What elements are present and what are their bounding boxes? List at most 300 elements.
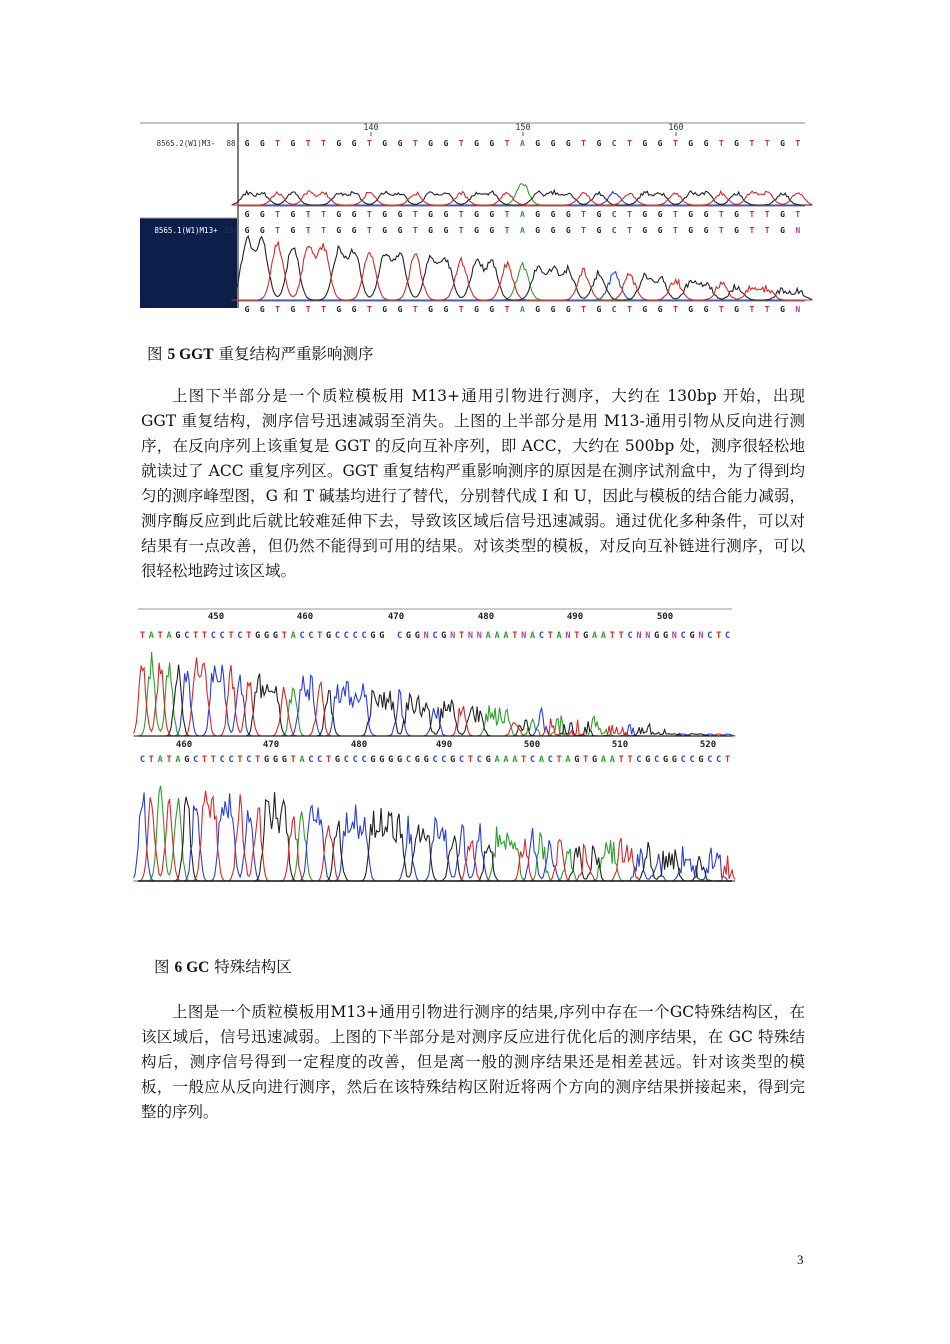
base-call: G — [336, 210, 342, 219]
base-call: N — [450, 631, 456, 641]
base-call: G — [535, 139, 541, 148]
base-call: G — [703, 305, 709, 314]
tick-label-450: 450 — [207, 612, 225, 622]
base-call: G — [290, 139, 296, 148]
base-call: T — [627, 139, 632, 148]
base-call: A — [512, 755, 518, 765]
page-number: 3 — [797, 1252, 804, 1267]
base-call: G — [596, 305, 602, 314]
base-call: G — [485, 755, 491, 765]
base-call: C — [334, 631, 341, 641]
base-call: T — [795, 139, 801, 148]
sample-label: 8565.1(W1)M13+ — [154, 226, 218, 235]
base-call: T — [718, 210, 724, 219]
base-call: C — [716, 755, 722, 765]
base-call: G — [689, 631, 695, 641]
base-call: T — [764, 139, 770, 148]
base-call: G — [780, 305, 785, 314]
base-call: G — [397, 305, 403, 314]
base-call: T — [618, 755, 624, 765]
base-call: C — [547, 755, 553, 765]
base-call: A — [609, 755, 615, 765]
base-call: T — [366, 226, 372, 235]
base-call: G — [550, 139, 556, 148]
base-call: T — [581, 226, 587, 235]
base-call: T — [412, 210, 418, 219]
base-call: T — [275, 226, 281, 235]
tick-label-510: 510 — [611, 740, 629, 750]
base-call: G — [290, 226, 296, 235]
base-call: T — [412, 226, 418, 235]
base-call: T — [366, 139, 372, 148]
base-call: T — [458, 226, 464, 235]
base-call: A — [538, 755, 544, 765]
base-call: G — [654, 631, 660, 641]
base-call: G — [397, 139, 403, 148]
base-call: G — [489, 210, 495, 219]
base-call: A — [600, 755, 607, 765]
tick-label-520: 520 — [699, 740, 717, 750]
lane-1-trace-a — [232, 184, 813, 206]
base-call: T — [275, 139, 281, 148]
figure-5-caption — [147, 342, 373, 364]
base-call: G — [450, 755, 456, 765]
base-call: A — [519, 305, 525, 314]
base-call: N — [636, 631, 642, 641]
base-call: G — [351, 210, 357, 219]
figure-5-chromatogram — [140, 118, 805, 314]
base-call: G — [428, 139, 434, 148]
base-call: G — [657, 305, 663, 314]
base-call: A — [494, 755, 500, 765]
base-call: N — [795, 305, 801, 314]
base-call: G — [780, 139, 785, 148]
base-call: T — [157, 631, 163, 641]
base-call: G — [290, 305, 296, 314]
base-call: C — [529, 755, 536, 765]
base-call: A — [565, 755, 571, 765]
base-call: G — [565, 226, 571, 235]
base-call: G — [734, 210, 740, 219]
base-call: T — [581, 305, 587, 314]
base-call: G — [703, 210, 709, 219]
base-call: C — [636, 755, 642, 765]
base-call: T — [467, 755, 474, 765]
caption-prefix: 图 — [147, 345, 163, 363]
base-call: G — [414, 631, 420, 641]
base-call: G — [489, 139, 495, 148]
base-call: G — [428, 226, 434, 235]
base-call: C — [299, 631, 305, 641]
base-call: A — [157, 755, 163, 765]
base-call: A — [290, 631, 296, 641]
tick-label-460: 460 — [296, 612, 314, 622]
base-call: G — [336, 226, 342, 235]
tick-label-490: 490 — [435, 740, 453, 750]
base-call: T — [458, 210, 464, 219]
base-call: G — [379, 631, 385, 641]
base-call: G — [382, 139, 388, 148]
base-call: T — [716, 631, 722, 641]
base-call: G — [382, 305, 388, 314]
base-call: C — [308, 755, 314, 765]
base-call: G — [574, 755, 580, 765]
base-call: G — [645, 755, 651, 765]
base-call: G — [596, 139, 602, 148]
base-call: G — [443, 226, 449, 235]
base-call: G — [657, 139, 663, 148]
base-call: G — [423, 755, 429, 765]
base-call: T — [749, 305, 755, 314]
base-call: G — [734, 305, 740, 314]
base-call: C — [396, 631, 403, 641]
base-call: G — [259, 210, 265, 219]
base-call: T — [412, 305, 418, 314]
base-call: G — [428, 210, 434, 219]
base-call: T — [504, 210, 510, 219]
base-call: C — [210, 631, 216, 641]
base-call: G — [734, 226, 740, 235]
base-call: G — [244, 210, 250, 219]
base-call: G — [244, 139, 250, 148]
base-call: T — [255, 755, 261, 765]
base-call: G — [657, 210, 663, 219]
base-call: T — [246, 631, 252, 641]
base-call: G — [642, 226, 648, 235]
base-call: G — [642, 210, 648, 219]
paragraph-ggt-explanation: 上图下半部分是一个质粒模板用 M13+通用引物进行测序，大约在 130bp 开始，出现 GGT 重复结构，测序信号迅速减弱至消失。上图的上半部分是用 M13-通用引物从反向进行测序，在反向序列上该重复是 GGT 的反向互补序列，即 ACC，大约在 500bp 处，测序很轻松地就读过了 ACC 重复序列区。GGT 重复结构严重影响测序的原因是在测序试剂盒中，为了得到均匀的测序峰型图，G 和 T 碱基均进行了替代，分别替代成 I 和 U，因此与模板的结合能力减弱，测序酶反应到此后就比较难延伸下去，导致该区域后信号迅速减弱。通过优化多种条件，可以对结果有一点改善，但仍然不能得到可用的结果。对该类型的模板，对反向互补链进行测序，可以很轻松地跨过该区域。 — [141, 387, 805, 580]
base-call: G — [272, 755, 278, 765]
tick-label-490: 490 — [566, 612, 584, 622]
base-call: G — [336, 139, 342, 148]
base-call: G — [474, 139, 479, 148]
base-call: C — [680, 755, 686, 765]
base-call: C — [707, 631, 713, 641]
base-call: G — [334, 755, 341, 765]
base-call: T — [228, 631, 234, 641]
lane-2-trace-a — [232, 263, 813, 300]
base-call: A — [519, 139, 525, 148]
base-call: N — [423, 631, 429, 641]
base-call: T — [627, 210, 632, 219]
base-call: G — [583, 631, 589, 641]
base-call: N — [645, 631, 651, 641]
base-call: C — [441, 755, 447, 765]
base-call: T — [574, 631, 580, 641]
base-call: T — [166, 755, 172, 765]
base-call: T — [627, 226, 632, 235]
base-call: C — [361, 631, 367, 641]
tick-label-480: 480 — [477, 612, 495, 622]
base-call: T — [556, 755, 562, 765]
base-call: C — [689, 755, 695, 765]
base-call: G — [244, 226, 250, 235]
base-call: G — [388, 755, 394, 765]
base-call: G — [351, 226, 357, 235]
base-call: A — [600, 631, 607, 641]
base-call: A — [175, 755, 181, 765]
base-call: G — [688, 139, 694, 148]
base-call: N — [671, 631, 677, 641]
base-call: T — [305, 305, 311, 314]
base-call: G — [397, 210, 403, 219]
base-call: G — [662, 631, 669, 641]
base-call: C — [611, 210, 617, 219]
base-call: T — [201, 755, 208, 765]
figure-6-svg — [138, 605, 732, 887]
base-call: G — [443, 210, 449, 219]
base-call: T — [583, 755, 589, 765]
lane-2-trace-t — [232, 242, 813, 300]
base-call: G — [565, 210, 571, 219]
base-call: G — [370, 755, 376, 765]
caption-number: 5 GGT — [167, 346, 214, 363]
base-call: G — [272, 631, 278, 641]
base-call: N — [476, 631, 482, 641]
base-call: G — [263, 755, 270, 765]
caption-text: 特殊结构区 — [214, 958, 292, 976]
base-call: T — [305, 210, 311, 219]
base-call: G — [244, 305, 250, 314]
tick-label-500: 500 — [656, 612, 674, 622]
base-call: T — [148, 755, 154, 765]
base-call: T — [764, 210, 770, 219]
tick-label-160: 160 — [668, 123, 684, 133]
base-call: T — [627, 755, 633, 765]
tick-label-140: 140 — [363, 123, 379, 133]
base-call: T — [504, 226, 510, 235]
base-call: C — [611, 305, 617, 314]
base-call: G — [405, 631, 411, 641]
base-call: A — [592, 631, 598, 641]
base-call: G — [596, 210, 602, 219]
lane-1-trace-g — [232, 190, 813, 205]
base-call: G — [535, 305, 541, 314]
base-call: A — [166, 631, 172, 641]
base-call: G — [255, 631, 261, 641]
sample-label: 8565.2(W1)M3- — [156, 139, 216, 148]
fig6top-trace-c — [134, 665, 736, 736]
base-call: T — [581, 139, 587, 148]
base-call: A — [519, 226, 525, 235]
base-call: C — [352, 631, 358, 641]
base-call: A — [148, 631, 154, 641]
start-index: 88 — [226, 139, 236, 148]
base-call: C — [459, 755, 465, 765]
sequence-lane-1 — [157, 139, 813, 219]
base-call: G — [703, 139, 709, 148]
fig6bottom-trace-c — [134, 793, 736, 882]
base-call: T — [305, 139, 311, 148]
tick-label-500: 500 — [523, 740, 541, 750]
base-call: G — [414, 755, 420, 765]
base-call: N — [521, 631, 527, 641]
paragraph-gc-explanation: 上图是一个质粒模板用M13+通用引物进行测序的结果,序列中存在一个GC特殊结构区，在该区域后，信号迅速减弱。上图的下半部分是对测序反应进行优化后的测序结果，在 GC 特殊结构后，测序信号得到一定程度的改善，但是离一般的测序结果还是相差甚远。针对该类型的模板，一般应从反向进行测序，然后在该特殊结构区附近将两个方向的测序结果拼接起来，得到完整的序列。 — [141, 1003, 805, 1121]
base-call: C — [219, 755, 225, 765]
base-call: T — [504, 139, 510, 148]
base-call: T — [326, 755, 332, 765]
tick-label-470: 470 — [262, 740, 280, 750]
base-call: A — [519, 210, 525, 219]
base-call: T — [290, 755, 296, 765]
base-call: T — [504, 305, 510, 314]
base-call: G — [688, 305, 694, 314]
base-call: G — [780, 210, 785, 219]
base-call: G — [351, 305, 357, 314]
base-call: T — [547, 631, 553, 641]
base-call: G — [662, 755, 669, 765]
base-call: G — [443, 305, 449, 314]
base-call: T — [672, 139, 678, 148]
base-call: T — [366, 210, 372, 219]
base-call: T — [366, 305, 372, 314]
base-call: T — [193, 631, 199, 641]
base-call: G — [734, 139, 740, 148]
base-call: G — [550, 226, 556, 235]
base-call: G — [642, 305, 648, 314]
base-call: G — [565, 305, 571, 314]
base-call: T — [275, 305, 281, 314]
base-call: A — [556, 631, 562, 641]
base-call: T — [672, 210, 678, 219]
base-call: G — [382, 226, 388, 235]
base-call: C — [237, 631, 243, 641]
base-call: G — [428, 305, 434, 314]
tick-label-470: 470 — [387, 612, 405, 622]
base-call: G — [441, 631, 447, 641]
base-call: C — [228, 755, 234, 765]
base-call: G — [259, 139, 265, 148]
base-call: G — [489, 305, 495, 314]
base-call: T — [749, 139, 755, 148]
caption-text: 重复结构严重影响测序 — [218, 345, 374, 363]
base-call: G — [175, 631, 181, 641]
base-call: C — [538, 631, 544, 641]
base-call: C — [476, 755, 482, 765]
base-call: T — [281, 631, 287, 641]
base-call: G — [780, 226, 785, 235]
base-call: G — [698, 755, 704, 765]
tick-label-460: 460 — [175, 740, 193, 750]
base-call: G — [565, 139, 571, 148]
base-call: G — [535, 226, 541, 235]
base-call: C — [246, 755, 252, 765]
base-call: G — [596, 226, 602, 235]
base-call: T — [718, 139, 724, 148]
base-call: G — [290, 210, 296, 219]
base-call: C — [317, 755, 323, 765]
base-call: C — [405, 755, 411, 765]
caption-number: 6 GC — [174, 959, 210, 976]
base-call: T — [512, 631, 518, 641]
base-call: G — [642, 139, 648, 148]
base-call: T — [321, 139, 326, 148]
base-call: G — [396, 755, 403, 765]
base-call: G — [443, 139, 449, 148]
base-call: C — [654, 755, 660, 765]
base-call: T — [521, 755, 527, 765]
figure-6-chromatogram — [138, 605, 732, 887]
lane-2-trace-g — [232, 236, 813, 300]
base-call: G — [184, 755, 190, 765]
base-call: C — [184, 631, 190, 641]
tick-label-480: 480 — [350, 740, 368, 750]
base-call: G — [259, 226, 265, 235]
base-call: C — [707, 755, 713, 765]
base-call: C — [432, 631, 438, 641]
base-call: T — [139, 631, 145, 641]
base-call: G — [370, 631, 376, 641]
base-call: C — [352, 755, 358, 765]
base-call: C — [611, 139, 617, 148]
base-call: C — [725, 631, 731, 641]
base-call: C — [432, 755, 438, 765]
base-call: A — [503, 631, 509, 641]
base-call: T — [458, 305, 464, 314]
base-call: A — [494, 631, 500, 641]
base-call: G — [474, 226, 479, 235]
base-call: T — [201, 631, 208, 641]
base-call: N — [467, 631, 474, 641]
base-call: T — [764, 226, 770, 235]
base-call: T — [725, 755, 731, 765]
base-call: T — [275, 210, 281, 219]
base-call: G — [259, 305, 265, 314]
base-call: G — [336, 305, 342, 314]
base-call: T — [764, 305, 770, 314]
base-call: T — [618, 631, 624, 641]
base-call: C — [219, 631, 225, 641]
base-call: G — [489, 226, 495, 235]
figure-5-svg — [140, 118, 805, 314]
base-call: T — [317, 631, 323, 641]
base-call: G — [671, 755, 677, 765]
base-call: A — [299, 755, 305, 765]
tick-label-150: 150 — [515, 123, 531, 133]
base-call: C — [611, 226, 617, 235]
fig6top-trace-t — [134, 657, 736, 736]
base-call: G — [688, 210, 694, 219]
base-call: G — [379, 755, 385, 765]
start-index: 131 — [224, 226, 238, 235]
base-call: G — [397, 226, 403, 235]
base-call: T — [749, 226, 755, 235]
base-call: N — [565, 631, 571, 641]
base-call: G — [263, 631, 270, 641]
base-call: G — [474, 210, 479, 219]
sequence-lane-2 — [154, 226, 812, 314]
base-call: G — [550, 210, 556, 219]
base-call: N — [795, 226, 801, 235]
base-call: T — [795, 210, 801, 219]
base-call: A — [529, 631, 536, 641]
base-call: G — [382, 210, 388, 219]
base-call: C — [139, 755, 145, 765]
base-call: T — [210, 755, 216, 765]
base-call: C — [361, 755, 367, 765]
base-call: G — [550, 305, 556, 314]
base-call: C — [680, 631, 686, 641]
base-call: T — [609, 631, 615, 641]
base-call: G — [351, 139, 357, 148]
base-call: G — [592, 755, 598, 765]
base-call: A — [485, 631, 491, 641]
base-call: T — [749, 210, 755, 219]
base-call: G — [281, 755, 287, 765]
base-call: C — [343, 755, 349, 765]
base-call: G — [535, 210, 541, 219]
base-call: C — [193, 755, 199, 765]
